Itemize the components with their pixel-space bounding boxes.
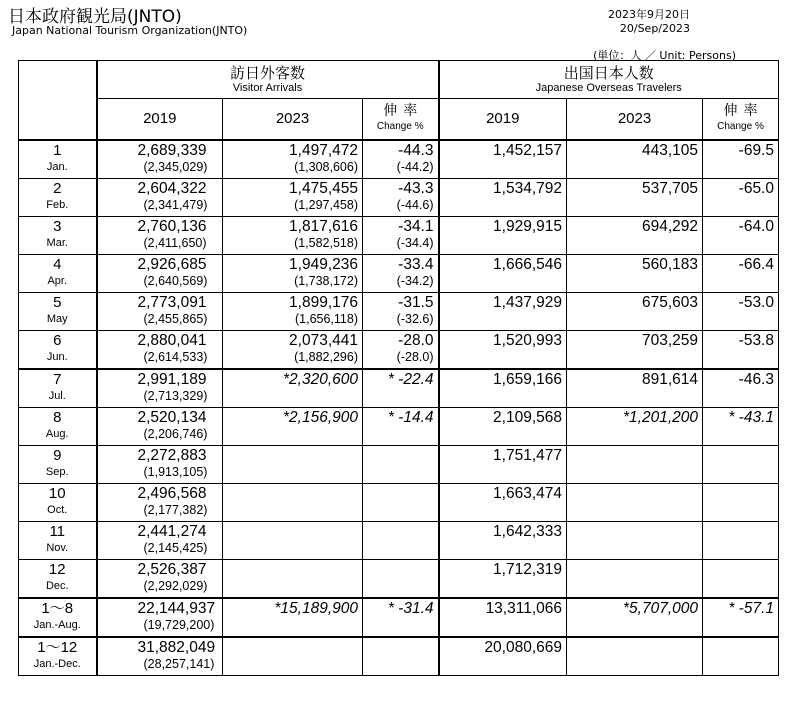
visitor-change-subvalue: (-34.4) — [396, 236, 434, 250]
visitor-2019-subvalue: (2,145,425) — [143, 541, 208, 555]
col-label: 2019 — [143, 110, 177, 127]
overseas-travelers-header — [439, 61, 779, 99]
overseas-2019-value: 1,642,333 — [493, 523, 562, 540]
overseas-change-cell — [703, 408, 779, 446]
visitor-change-cell — [363, 293, 439, 331]
overseas-2023-cell — [567, 637, 703, 676]
visitor-2023-value: *15,189,900 — [274, 600, 358, 617]
month-cell — [19, 408, 97, 446]
visitor-change-cell — [363, 179, 439, 217]
overseas-change-cell — [703, 446, 779, 484]
overseas-2019-cell — [439, 369, 567, 408]
visitor-2019-value: 2,441,274 — [137, 523, 207, 540]
visitor-2023-value: 1,497,472 — [289, 142, 358, 159]
visitor-2023-value: 1,817,616 — [289, 218, 358, 235]
visitor-2023-cell — [223, 446, 363, 484]
unit-note: (単位：人 ／ Unit: Persons) — [593, 49, 736, 62]
visitor-2019-subvalue: (19,729,200) — [143, 618, 215, 632]
overseas-change-cell — [703, 484, 779, 522]
column-header-row — [19, 99, 779, 141]
change-label-en: Change % — [376, 121, 424, 132]
table-row — [19, 179, 779, 217]
overseas-2019-cell — [439, 331, 567, 370]
month-label-en: Apr. — [47, 275, 68, 287]
visitor-2019-subvalue: (2,292,029) — [143, 579, 208, 593]
visitor-change-value: -34.1 — [398, 218, 434, 235]
month-number: 12 — [48, 561, 66, 578]
visitor-2023-subvalue: (1,882,296) — [294, 350, 358, 364]
visitor-2023-value: 1,475,455 — [289, 180, 358, 197]
visitor-2023-cell — [223, 369, 363, 408]
month-cell — [19, 369, 97, 408]
month-cell — [19, 637, 97, 676]
overseas-2019-cell — [439, 560, 567, 599]
overseas-2019-cell — [439, 255, 567, 293]
overseas-2023-value: 443,105 — [641, 142, 698, 159]
overseas-change-cell — [703, 369, 779, 408]
publish-date-en: 20/Sep/2023 — [619, 22, 690, 35]
visitor-change-subvalue: (-32.6) — [396, 312, 434, 326]
overseas-change-value: -65.0 — [738, 180, 774, 197]
visitor-change-cell — [363, 560, 439, 599]
visitor-change-cell — [363, 598, 439, 637]
overseas-2023-cell — [567, 369, 703, 408]
overseas-2023-value: *5,707,000 — [623, 600, 698, 617]
visitor-2019-subvalue: (2,411,650) — [143, 236, 207, 250]
month-label-en: Oct. — [47, 504, 68, 516]
overseas-2019-value: 1,663,474 — [493, 485, 562, 502]
month-number: 1 — [53, 142, 62, 159]
visitor-2019-value: 2,880,041 — [137, 332, 207, 349]
corner-cell — [19, 61, 97, 141]
overseas-2023-cell — [567, 179, 703, 217]
month-cell — [19, 217, 97, 255]
col-label: 2019 — [486, 110, 520, 127]
month-cell — [19, 598, 97, 637]
visitor-2023-value: 1,899,176 — [289, 294, 358, 311]
overseas-2023-value: 675,603 — [641, 294, 698, 311]
overseas-2019-value: 1,929,915 — [493, 218, 562, 235]
overseas-2023-cell — [567, 331, 703, 370]
table-row — [19, 522, 779, 560]
month-number: 1～12 — [37, 639, 78, 656]
visitor-2019-cell — [97, 369, 223, 408]
col-overseas-2019 — [439, 99, 567, 141]
table-row — [19, 369, 779, 408]
month-label-en: Jan. — [46, 161, 68, 173]
publish-date — [608, 8, 690, 36]
month-number: 8 — [53, 409, 62, 426]
overseas-2019-value: 1,666,546 — [493, 256, 562, 273]
visitor-2023-value: 1,949,236 — [289, 256, 358, 273]
overseas-2023-cell — [567, 522, 703, 560]
table-row — [19, 255, 779, 293]
overseas-2023-value: *1,201,200 — [623, 409, 698, 426]
visitor-change-subvalue: (-44.6) — [396, 198, 434, 212]
visitor-change-cell — [363, 484, 439, 522]
visitor-2019-value: 2,496,568 — [137, 485, 207, 502]
visitor-2019-value: 2,526,387 — [137, 561, 207, 578]
visitor-2019-cell — [97, 446, 223, 484]
visitor-2019-cell — [97, 408, 223, 446]
visitor-2019-value: 22,144,937 — [137, 600, 216, 617]
visitor-2019-subvalue: (2,713,329) — [143, 389, 208, 403]
month-number: 7 — [53, 371, 62, 388]
visitor-2019-cell — [97, 255, 223, 293]
visitor-2019-value: 2,520,134 — [137, 409, 207, 426]
overseas-2019-cell — [439, 217, 567, 255]
visitor-2019-value: 2,272,883 — [137, 447, 207, 464]
visitor-change-cell — [363, 255, 439, 293]
month-cell — [19, 484, 97, 522]
visitor-2023-cell — [223, 522, 363, 560]
table-row — [19, 140, 779, 179]
change-label-ja: 伸率 — [383, 103, 424, 119]
statistics-table — [18, 60, 779, 676]
visitor-2023-cell — [223, 637, 363, 676]
col-visitor-2019 — [97, 99, 223, 141]
visitor-2023-subvalue: (1,297,458) — [294, 198, 358, 212]
overseas-change-cell — [703, 637, 779, 676]
overseas-travelers-title-en: Japanese Overseas Travelers — [535, 82, 682, 94]
overseas-2019-value: 13,311,066 — [485, 600, 562, 617]
visitor-2023-cell — [223, 140, 363, 179]
visitor-2023-subvalue: (1,582,518) — [294, 236, 358, 250]
month-label-en: May — [46, 313, 68, 325]
overseas-change-value: -53.0 — [738, 294, 774, 311]
visitor-arrivals-title-en: Visitor Arrivals — [232, 82, 303, 94]
col-visitor-change — [363, 99, 439, 141]
visitor-change-cell — [363, 522, 439, 560]
overseas-change-cell — [703, 140, 779, 179]
publish-date-ja: 2023年9月20日 — [608, 8, 690, 21]
visitor-2023-value: 2,073,441 — [289, 332, 358, 349]
visitor-2019-subvalue: (2,341,479) — [143, 198, 208, 212]
visitor-2019-value: 31,882,049 — [137, 639, 216, 656]
table-row — [19, 408, 779, 446]
overseas-2019-value: 1,520,993 — [493, 332, 562, 349]
table-row — [19, 217, 779, 255]
organization-name: Japan National Tourism Organization(JNTO) — [12, 24, 248, 37]
month-number: 5 — [53, 294, 62, 311]
col-overseas-2023 — [567, 99, 703, 141]
visitor-change-value: -31.5 — [398, 294, 434, 311]
month-label-en: Feb. — [46, 199, 69, 211]
visitor-change-cell — [363, 408, 439, 446]
visitor-2019-value: 2,773,091 — [137, 294, 207, 311]
visitor-change-cell — [363, 217, 439, 255]
visitor-2019-subvalue: (2,640,569) — [143, 274, 208, 288]
overseas-2019-value: 1,437,929 — [493, 294, 562, 311]
visitor-2023-value: *2,156,900 — [283, 409, 358, 426]
month-label-en: Jan.-Dec. — [33, 658, 81, 670]
overseas-2019-cell — [439, 179, 567, 217]
visitor-2019-value: 2,926,685 — [137, 256, 207, 273]
group-header-row — [19, 61, 779, 99]
visitor-2023-cell — [223, 217, 363, 255]
overseas-travelers-title-ja: 出国日本人数 — [563, 64, 654, 82]
overseas-2023-value: 703,259 — [641, 332, 698, 349]
visitor-change-cell — [363, 369, 439, 408]
overseas-2019-value: 1,659,166 — [493, 371, 562, 388]
visitor-2023-cell — [223, 560, 363, 599]
month-number: 6 — [53, 332, 62, 349]
visitor-change-cell — [363, 637, 439, 676]
overseas-2023-value: 891,614 — [641, 371, 698, 388]
month-label-en: Dec. — [45, 580, 69, 592]
visitor-arrivals-header — [97, 61, 439, 99]
overseas-2019-cell — [439, 140, 567, 179]
overseas-2019-value: 20,080,669 — [484, 639, 562, 656]
visitor-2019-cell — [97, 293, 223, 331]
visitor-2019-cell — [97, 140, 223, 179]
col-visitor-2023 — [223, 99, 363, 141]
overseas-change-cell — [703, 179, 779, 217]
visitor-2019-subvalue: (2,614,533) — [143, 350, 208, 364]
overseas-2023-cell — [567, 217, 703, 255]
visitor-2023-subvalue: (1,656,118) — [294, 312, 358, 326]
overseas-2023-cell — [567, 293, 703, 331]
overseas-2019-cell — [439, 408, 567, 446]
overseas-2019-cell — [439, 293, 567, 331]
visitor-2019-subvalue: (2,455,865) — [143, 312, 208, 326]
month-label-en: Sep. — [45, 466, 69, 478]
visitor-2023-cell — [223, 255, 363, 293]
visitor-2023-cell — [223, 598, 363, 637]
overseas-2023-value: 537,705 — [641, 180, 698, 197]
table-row — [19, 598, 779, 637]
overseas-2019-cell — [439, 446, 567, 484]
visitor-2023-subvalue: (1,738,172) — [294, 274, 358, 288]
visitor-2019-cell — [97, 637, 223, 676]
table-row — [19, 637, 779, 676]
overseas-2019-cell — [439, 637, 567, 676]
visitor-2023-cell — [223, 293, 363, 331]
overseas-change-cell — [703, 255, 779, 293]
month-cell — [19, 446, 97, 484]
overseas-change-cell — [703, 217, 779, 255]
visitor-change-value: -33.4 — [398, 256, 434, 273]
overseas-2023-value: 560,183 — [641, 256, 698, 273]
visitor-change-value: -44.3 — [398, 142, 434, 159]
month-cell — [19, 255, 97, 293]
month-label-en: Jun. — [46, 351, 68, 363]
visitor-2023-cell — [223, 484, 363, 522]
month-cell — [19, 560, 97, 599]
visitor-change-subvalue: (-34.2) — [396, 274, 434, 288]
month-number: 9 — [53, 447, 62, 464]
month-number: 1～8 — [41, 600, 74, 617]
visitor-2019-subvalue: (2,177,382) — [143, 503, 208, 517]
month-label-en: Mar. — [46, 237, 68, 249]
visitor-2019-subvalue: (2,345,029) — [143, 160, 208, 174]
visitor-2019-cell — [97, 179, 223, 217]
overseas-change-value: -46.3 — [738, 371, 774, 388]
overseas-2019-cell — [439, 484, 567, 522]
visitor-arrivals-title-ja: 訪日外客数 — [229, 64, 305, 82]
visitor-2023-cell — [223, 179, 363, 217]
visitor-2019-value: 2,689,339 — [137, 142, 207, 159]
col-overseas-change — [703, 99, 779, 141]
overseas-change-value: -53.8 — [738, 332, 774, 349]
overseas-change-cell — [703, 522, 779, 560]
table-row — [19, 446, 779, 484]
visitor-2019-cell — [97, 598, 223, 637]
visitor-2023-subvalue: (1,308,606) — [294, 160, 358, 174]
visitor-2019-value: 2,604,322 — [137, 180, 207, 197]
month-number: 11 — [49, 523, 66, 540]
change-label-ja: 伸率 — [723, 103, 764, 119]
overseas-2023-cell — [567, 255, 703, 293]
overseas-change-cell — [703, 560, 779, 599]
visitor-2023-value: *2,320,600 — [283, 371, 358, 388]
overseas-2019-cell — [439, 522, 567, 560]
visitor-2019-cell — [97, 560, 223, 599]
month-cell — [19, 293, 97, 331]
visitor-2019-value: 2,991,189 — [137, 371, 207, 388]
change-label-en: Change % — [717, 121, 764, 132]
page-title: 日本政府観光局(JNTO) — [8, 7, 182, 27]
visitor-2023-cell — [223, 331, 363, 370]
month-cell — [19, 140, 97, 179]
visitor-change-subvalue: (-44.2) — [396, 160, 434, 174]
overseas-2019-value: 2,109,568 — [493, 409, 562, 426]
visitor-change-value: -28.0 — [398, 332, 434, 349]
visitor-2019-cell — [97, 484, 223, 522]
month-label-en: Nov. — [46, 542, 69, 554]
month-number: 10 — [48, 485, 66, 502]
overseas-change-value: * -57.1 — [728, 600, 774, 617]
table-row — [19, 484, 779, 522]
month-cell — [19, 179, 97, 217]
overseas-change-value: * -43.1 — [728, 409, 774, 426]
table-row — [19, 293, 779, 331]
month-cell — [19, 331, 97, 370]
visitor-2019-cell — [97, 331, 223, 370]
visitor-change-cell — [363, 331, 439, 370]
visitor-2019-subvalue: (1,913,105) — [143, 465, 208, 479]
visitor-change-cell — [363, 140, 439, 179]
visitor-2019-cell — [97, 217, 223, 255]
overseas-2019-value: 1,534,792 — [493, 180, 562, 197]
visitor-2023-cell — [223, 408, 363, 446]
overseas-2023-cell — [567, 484, 703, 522]
visitor-change-value: -43.3 — [398, 180, 434, 197]
overseas-change-cell — [703, 598, 779, 637]
visitor-2019-subvalue: (2,206,746) — [143, 427, 208, 441]
month-number: 4 — [53, 256, 62, 273]
month-cell — [19, 522, 97, 560]
visitor-change-value: * -14.4 — [387, 409, 434, 426]
overseas-change-value: -66.4 — [738, 256, 774, 273]
month-label-en: Jan.-Aug. — [33, 619, 81, 631]
overseas-2019-value: 1,452,157 — [493, 142, 562, 159]
overseas-change-cell — [703, 293, 779, 331]
month-number: 2 — [53, 180, 62, 197]
visitor-2019-cell — [97, 522, 223, 560]
visitor-2019-subvalue: (28,257,141) — [143, 657, 215, 671]
visitor-2019-value: 2,760,136 — [137, 218, 207, 235]
visitor-change-value: * -22.4 — [387, 371, 434, 388]
visitor-change-subvalue: (-28.0) — [396, 350, 434, 364]
overseas-2023-cell — [567, 140, 703, 179]
overseas-2023-cell — [567, 446, 703, 484]
month-label-en: Jul. — [48, 390, 66, 402]
col-label: 2023 — [275, 110, 310, 127]
overseas-change-cell — [703, 331, 779, 370]
month-number: 3 — [53, 218, 62, 235]
overseas-2023-cell — [567, 598, 703, 637]
visitor-change-value: * -31.4 — [387, 600, 434, 617]
month-label-en: Aug. — [45, 428, 69, 440]
table-row — [19, 560, 779, 599]
overseas-2019-cell — [439, 598, 567, 637]
overseas-2023-cell — [567, 560, 703, 599]
overseas-change-value: -64.0 — [738, 218, 774, 235]
visitor-change-cell — [363, 446, 439, 484]
overseas-2019-value: 1,751,477 — [493, 447, 562, 464]
overseas-change-value: -69.5 — [738, 142, 774, 159]
col-label: 2023 — [617, 110, 652, 127]
table-row — [19, 331, 779, 370]
overseas-2023-value: 694,292 — [641, 218, 698, 235]
overseas-2023-cell — [567, 408, 703, 446]
overseas-2019-value: 1,712,319 — [493, 561, 562, 578]
